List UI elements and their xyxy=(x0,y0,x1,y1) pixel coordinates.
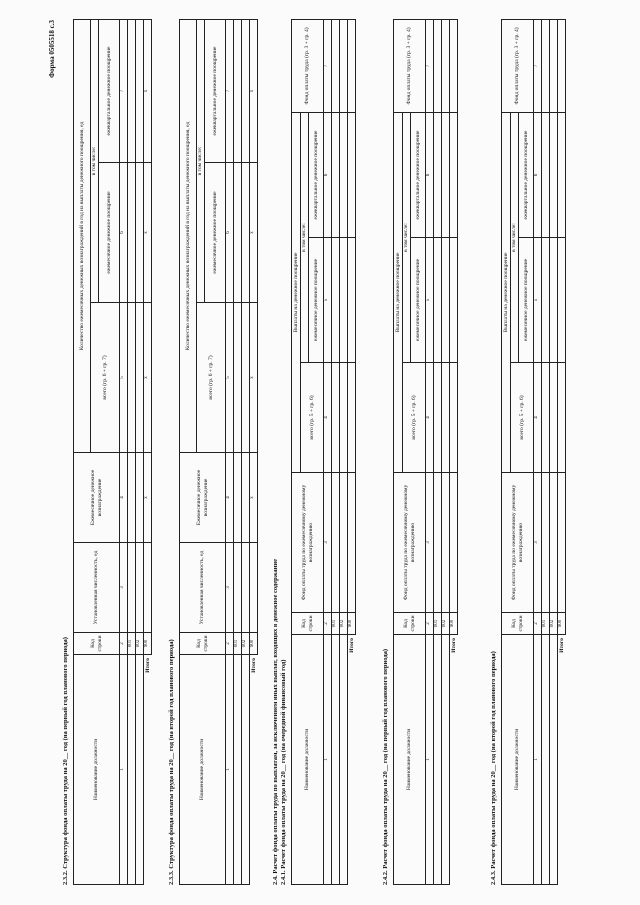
table-row: 001 xyxy=(542,19,550,884)
header-name: Наименование должности xyxy=(74,655,120,885)
section-title: 2.4.3. Расчет фонда оплаты труда на 20__ год (на второй год планового периода) xyxy=(490,651,497,885)
section-2-3-3 xyxy=(168,20,258,885)
header-total: всего (гр. 6 + гр. 7) xyxy=(91,303,120,453)
table-structure-year2: Наименование должности Код строки Установленная численность, ед Ежемесячное денежное вознаграждение Количество ежемесячных денежных вознаграждений в год на выплаты денежного поощрения, ед всего (гр. 6 + гр. 7) в том числе: ежемесячное денежное поощрение ежеквартальное денежное поощрение 1 2 3 4 5 6 7 001 002 Итого 900 x x x x xyxy=(179,19,258,885)
header-incl: в том числе: xyxy=(91,19,99,302)
form-code: Форма 0505518 с.3 xyxy=(48,20,56,78)
table-row: 002 xyxy=(550,19,558,884)
table-row: 002 xyxy=(340,19,348,884)
header-group: Количество ежемесячных денежных вознаграждений в год на выплаты денежного поощрения, ед xyxy=(74,19,91,452)
header-annual-bonus: ежеквартальное денежное поощрение xyxy=(99,19,120,162)
section-title: 2.4.2. Расчет фонда оплаты труда на 20__ год (на первый год планового периода) xyxy=(382,648,389,885)
section-title: 2.3.3. Структура фонда оплаты труда на 20__ год (на второй год планового периода) xyxy=(168,639,175,885)
header-monthly: Ежемесячное денежное вознаграждение xyxy=(74,453,120,543)
table-row: 001 xyxy=(234,19,242,884)
header-code: Код строки xyxy=(74,633,120,655)
header-staff: Установленная численность, ед xyxy=(74,543,120,633)
table-row: 001 xyxy=(332,19,340,884)
table-structure-year1: Наименование должности Код строки Установленная численность, ед Ежемесячное денежное вознаграждение Количество ежемесячных денежных вознаграждений в год на выплаты денежного поощрения, ед всего (гр. 6 + гр. 7) в том числе: ежемесячное денежное поощрение ежеквартальное денежное поощрение 1 2 3 4 5 6 7 001 002 Итого 900 x x x x xyxy=(73,19,152,885)
section-2-3-2 xyxy=(62,20,152,885)
section-title: 2.4. Расчет фонда оплаты труда по выплатам, за исключением иных выплат, входящих в денежное содержание xyxy=(272,558,279,885)
section-2-4-2 xyxy=(382,20,458,885)
total-row: Итого 900 xyxy=(348,19,356,884)
table-row: 002 xyxy=(136,19,144,884)
total-row: Итого 900 xyxy=(450,19,458,884)
total-row: Итого 900 xyxy=(558,19,566,884)
rotated-page xyxy=(50,20,610,885)
table-row: 001 xyxy=(434,19,442,884)
section-2-4-1 xyxy=(272,20,356,885)
section-subtitle: 2.4.1. Расчет фонда оплаты труда на 20__ год (на очередной финансовый год) xyxy=(280,659,287,885)
section-title: 2.3.2. Структура фонда оплаты труда на 20__ год (на первый год планового периода) xyxy=(62,637,69,885)
table-fund-year1: Наименование должности Код строки Фонд оплаты труда по ежемесячному денежному вознаграждению Выплаты на денежное поощрение Фонд оплаты труда (гр. 3 + гр. 4) всего (гр. 5 + гр. 6) в том числе: ежемесячное денежное поощрение ежеквартальное денежное поощрение 1 2 3 4 5 6 7 001 002 Итого 900 xyxy=(393,19,458,885)
header-monthly-bonus: ежемесячное денежное поощрение xyxy=(99,163,120,303)
table-row: 002 xyxy=(442,19,450,884)
table-row: 001 xyxy=(128,19,136,884)
table-fund-year0: Наименование должности Код строки Фонд оплаты труда по ежемесячному денежному вознаграждению Выплаты на денежное поощрение Фонд оплаты труда (гр. 3 + гр. 4) всего (гр. 5 + гр. 6) в том числе: ежемесячное денежное поощрение ежеквартальное денежное поощрение 1 2 3 4 5 6 7 001 002 Итого 900 xyxy=(291,19,356,885)
total-row: Итого 900 x x x x xyxy=(250,19,258,884)
total-row: Итого 900 x x x x xyxy=(144,19,152,884)
table-fund-year2: Наименование должности Код строки Фонд оплаты труда по ежемесячному денежному вознаграждению Выплаты на денежное поощрение Фонд оплаты труда (гр. 3 + гр. 4) всего (гр. 5 + гр. 6) в том числе: ежемесячное денежное поощрение ежеквартальное денежное поощрение 1 2 3 4 5 6 7 001 002 Итого 900 xyxy=(501,19,566,885)
section-2-4-3 xyxy=(490,20,566,885)
table-row: 002 xyxy=(242,19,250,884)
